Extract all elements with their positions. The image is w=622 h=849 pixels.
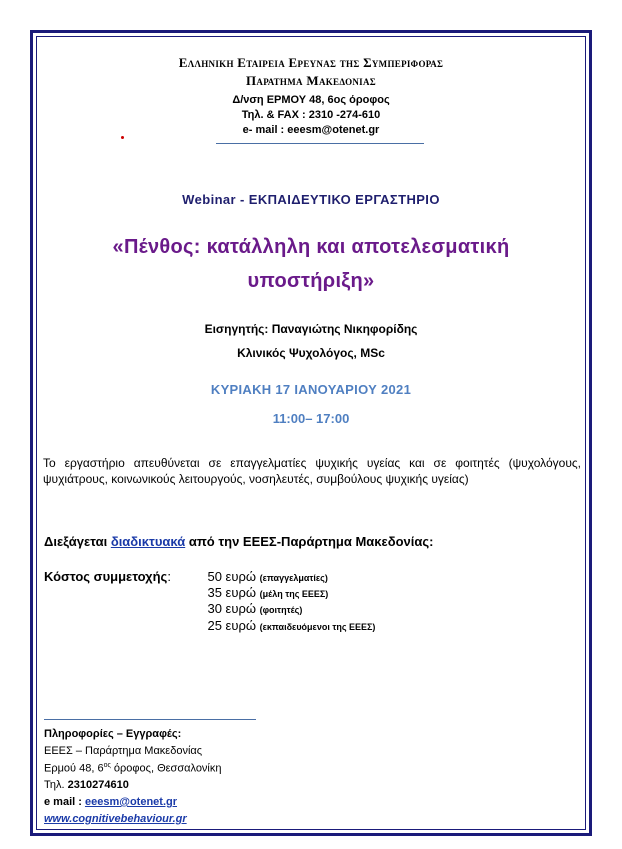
- footer-email: e mail : eeesm@otenet.gr: [44, 796, 178, 808]
- org-phone-fax: Τηλ. & FAX : 2310 -274-610: [241, 109, 381, 121]
- cost-row: 25 ευρώ (εκπαιδευόμενοι της ΕΕΕΣ): [207, 618, 376, 633]
- event-type: Webinar - ΕΚΠΑΙΔΕΥΤΙΚΟ ΕΡΓΑΣΤΗΡΙΟ: [182, 192, 440, 207]
- speaker-name: Εισηγητής: Παναγιώτης Νικηφορίδης: [204, 322, 418, 336]
- footer-heading: Πληροφορίες – Εγγραφές:: [44, 728, 182, 740]
- cost-row: 35 ευρώ (μέλη της ΕΕΕΣ): [207, 585, 329, 600]
- footer-website: [44, 813, 187, 825]
- cost-label: Κόστος συμμετοχής:: [44, 569, 171, 584]
- footer-org: ΕΕΕΣ – Παράρτημα Μακεδονίας: [44, 745, 203, 757]
- conducted-line: [44, 534, 433, 549]
- email-link[interactable]: eeesm@otenet.gr: [84, 796, 178, 808]
- conducted-post: από την ΕΕΕΣ-Παράρτημα Μακεδονίας:: [185, 534, 434, 549]
- event-date: ΚΥΡΙΑΚΗ 17 ΙΑΝΟΥΑΡΙΟΥ 2021: [210, 382, 412, 397]
- conducted-pre: Διεξάγεται: [44, 534, 111, 549]
- org-address: Δ/νση ΕΡΜΟΥ 48, 6ος όροφος: [232, 94, 390, 106]
- red-dot-mark: [121, 136, 124, 139]
- footer-divider: [44, 719, 256, 720]
- cost-row: 50 ευρώ (επαγγελματίες): [207, 569, 328, 584]
- audience-paragraph: Το εργαστήριο απευθύνεται σε επαγγελματίες ψυχικής υγείας και σε φοιτητές (ψυχολόγους, ψυχιάτρους, κοινωνικούς λειτουργούς, νοσηλευτές, συμβούλους ψυχικής υγείας): [43, 456, 581, 486]
- org-branch: Παρατημα Μακεδονιας: [246, 73, 376, 88]
- footer-phone: Τηλ. 2310274610: [44, 779, 129, 791]
- event-title-line2: υποστήριξη»: [247, 270, 375, 292]
- inner-border: [36, 36, 586, 830]
- event-title-line1: «Πένθος: κατάλληλη και αποτελεσματική: [112, 236, 510, 258]
- online-link[interactable]: διαδικτυακά: [110, 534, 186, 549]
- speaker-role: Κλινικός Ψυχολόγος, MSc: [237, 346, 385, 360]
- footer-address: Ερμού 48, $6^{o\varsigma}$ όροφος, Θεσσαλονίκη: [44, 762, 222, 775]
- website-link[interactable]: www.cognitivebehaviour.gr: [44, 813, 187, 825]
- event-time: 11:00– 17:00: [272, 411, 350, 426]
- header-divider: [216, 143, 424, 144]
- org-email: e- mail : eeesm@otenet.gr: [242, 124, 380, 136]
- org-name: Ελληνικη Εταιρεια Ερευνας της Συμπεριφορας: [178, 55, 444, 70]
- cost-row: 30 ευρώ (φοιτητές): [207, 601, 303, 616]
